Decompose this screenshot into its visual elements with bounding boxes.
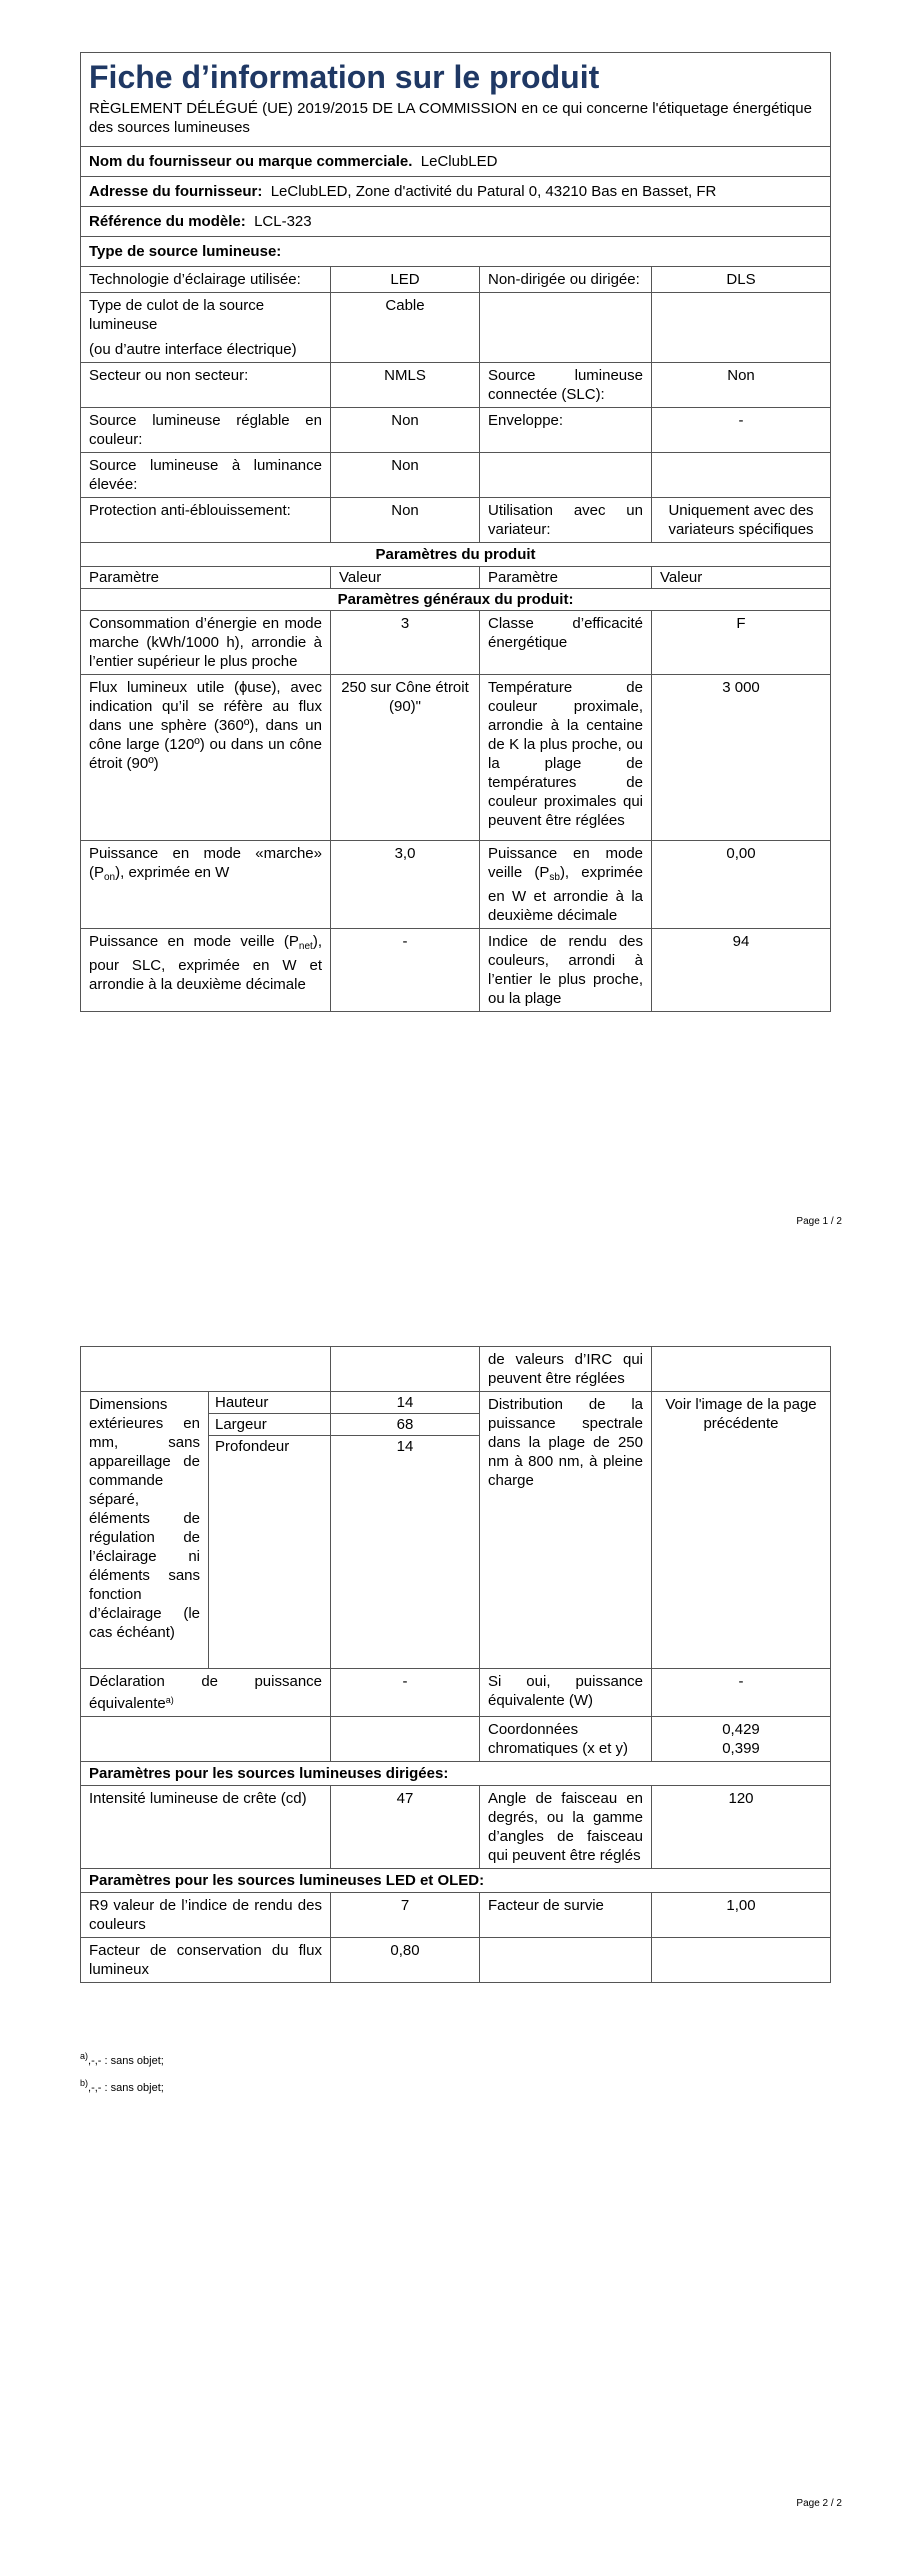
connected-value: Non [652,363,831,408]
product-info-table-continued [80,1346,831,1983]
dimmer-label: Utilisation avec un variateur: [480,498,652,543]
header-row [81,53,831,147]
directional-label: Non-dirigée ou dirigée: [480,267,652,293]
page-1-footer: Page 1 / 2 [796,1216,842,1227]
empty-cell [81,1347,331,1392]
params-columns-row [81,567,831,589]
regulation-text: RÈGLEMENT DÉLÉGUÉ (UE) 2019/2015 DE LA COMMISSION en ce qui concerne l'étiquetage énergétique des sources lumineuses [89,100,812,136]
psb-label-text: ), exprimée en W et arrondie à la deuxième décimale [488,864,643,924]
address-value: LeClubLED, Zone d'activité du Patural 0, 43210 Bas en Basset, FR [270,183,717,200]
led-heading-row [81,1869,831,1893]
mains-row [81,363,831,408]
empty-cell [652,453,831,498]
supplier-label: Nom du fournisseur ou marque commerciale. [89,153,413,170]
equiv-w-value: - [652,1669,831,1717]
model-row [81,207,831,237]
width-value: 68 [331,1414,480,1436]
luminance-value: Non [331,453,480,498]
cri-continued-row [81,1347,831,1392]
chroma-label: Coordonnées chromatiques (x et y) [480,1717,652,1762]
cct-label: Température de couleur proximale, arrondie à la centaine de K la plus proche, ou la plage de températures de couleur proximales qui peuvent être réglées [480,675,652,841]
empty-cell [81,1717,331,1762]
footnote-a-mark: a) [80,2051,89,2061]
pon-label-text: ), exprimée en W [115,864,230,881]
pon-label [81,841,331,929]
equiv-label [81,1669,331,1717]
empty-cell [331,1717,480,1762]
peak-row [81,1786,831,1869]
height-label: Hauteur [209,1392,331,1414]
maintenance-value: 0,80 [331,1938,480,1983]
equiv-value: - [331,1669,480,1717]
general-heading: Paramètres généraux du produit: [81,589,831,611]
col-param-header: Paramètre [81,567,331,589]
params-heading: Paramètres du produit [81,543,831,567]
colour-row [81,408,831,453]
empty-cell [331,1347,480,1392]
psb-label-text: Puissance en mode veille (P [488,845,643,881]
page-title [81,53,831,147]
dimensions-label: Dimensions extérieures en mm, sans appareillage de commande séparé, éléments de régulation de l’éclairage ni éléments sans fonction d’éclairage (le cas échéant) [81,1392,209,1669]
general-heading-row [81,589,831,611]
r9-label: R9 valeur de l’indice de rendu des couleurs [81,1893,331,1938]
tech-row [81,267,831,293]
dimmer-value: Uniquement avec des variateurs spécifiques [652,498,831,543]
col-param-header: Paramètre [480,567,652,589]
equiv-w-label: Si oui, puissance équivalente (W) [480,1669,652,1717]
params-heading-row [81,543,831,567]
r9-row [81,1893,831,1938]
footnote-b [80,2072,164,2099]
cct-value: 3 000 [652,675,831,841]
directional-heading: Paramètres pour les sources lumineuses dirigées: [81,1762,831,1786]
spectral-value: Voir l'image de la page précédente [652,1392,831,1669]
led-heading: Paramètres pour les sources lumineuses LED et OLED: [81,1869,831,1893]
chroma-value [652,1717,831,1762]
cap-label: Type de culot de la source lumineuse [89,297,265,333]
energy-row [81,611,831,675]
glare-value: Non [331,498,480,543]
luminance-row [81,453,831,498]
r9-value: 7 [331,1893,480,1938]
empty-cell [480,293,652,363]
maintenance-label: Facteur de conservation du flux lumineux [81,1938,331,1983]
peak-intensity-label: Intensité lumineuse de crête (cd) [81,1786,331,1869]
supplier-value: LeClubLED [420,153,498,170]
footnotes [80,2045,164,2099]
depth-label: Profondeur [209,1436,331,1669]
maintenance-row [81,1938,831,1983]
empty-cell [652,1938,831,1983]
pon-label-text: Puissance en mode «marche» (P [89,845,322,881]
mains-value: NMLS [331,363,480,408]
empty-cell [652,1347,831,1392]
peak-intensity-value: 47 [331,1786,480,1869]
cap-label-2: (ou d’autre interface électrique) [89,341,297,358]
equiv-row [81,1669,831,1717]
cri-label: Indice de rendu des couleurs, arrondi à l’entier le plus proche, ou la plage [480,929,652,1012]
height-row [81,1392,831,1414]
spectral-label: Distribution de la puissance spectrale dans la plage de 250 nm à 800 nm, à pleine charge [480,1392,652,1669]
flux-row [81,675,831,841]
luminance-label: Source lumineuse à luminance élevée: [81,453,331,498]
model-label: Référence du modèle: [89,213,246,230]
pnet-label [81,929,331,1012]
pon-value: 3,0 [331,841,480,929]
product-info-table [80,52,831,1012]
cap-row [81,293,831,363]
flux-value: 250 sur Cône étroit (90)" [331,675,480,841]
col-value-header: Valeur [331,567,480,589]
pnet-label-text: ), pour SLC, exprimée en W et arrondie à la deuxième décimale [89,933,322,993]
empty-cell [652,293,831,363]
page-2-footer: Page 2 / 2 [796,2498,842,2509]
equiv-footnote-mark: a) [165,1695,174,1705]
address-row [81,177,831,207]
chroma-row [81,1717,831,1762]
page-2 [0,1280,906,2560]
pnet-label-text: Puissance en mode veille (P [89,933,299,950]
empty-cell [480,453,652,498]
energy-label: Consommation d’énergie en mode marche (kWh/1000 h), arrondie à l’entier supérieur le plus proche [81,611,331,675]
psb-subscript: sb [549,872,560,883]
class-value: F [652,611,831,675]
directional-heading-row [81,1762,831,1786]
title-text: Fiche d’information sur le produit [89,59,600,95]
beam-angle-label: Angle de faisceau en degrés, ou la gamme d’angles de faisceau qui peuvent être réglés [480,1786,652,1869]
mains-label: Secteur ou non secteur: [81,363,331,408]
source-type-heading: Type de source lumineuse: [81,237,831,267]
psb-value: 0,00 [652,841,831,929]
flux-label: Flux lumineux utile (ɸuse), avec indication qu’il se réfère au flux dans une sphère (360º), dans un cône large (120º) ou dans un cône étroit (90º) [81,675,331,841]
model-value: LCL-323 [254,213,312,230]
energy-value: 3 [331,611,480,675]
tech-label: Technologie d’éclairage utilisée: [81,267,331,293]
colour-label: Source lumineuse réglable en couleur: [81,408,331,453]
psb-label [480,841,652,929]
directional-value: DLS [652,267,831,293]
survival-label: Facteur de survie [480,1893,652,1938]
pnet-subscript: net [298,941,313,952]
cri-label-continued: de valeurs d’IRC qui peuvent être réglées [480,1347,652,1392]
depth-value: 14 [331,1436,480,1669]
beam-angle-value: 120 [652,1786,831,1869]
cri-value: 94 [652,929,831,1012]
footnote-a-text: ,-,- : sans objet; [88,2055,164,2067]
envelope-label: Enveloppe: [480,408,652,453]
address-label: Adresse du fournisseur: [89,183,263,200]
pon-subscript: on [104,872,116,883]
connected-label: Source lumineuse connectée (SLC): [480,363,652,408]
col-value-header: Valeur [652,567,831,589]
footnote-b-mark: b) [80,2078,89,2088]
equiv-label-text: Déclaration de puissance équivalente [89,1673,322,1712]
cap-value: Cable [331,293,480,363]
footnote-a [80,2045,164,2072]
source-type-heading-row [81,237,831,267]
pnet-row [81,929,831,1012]
width-label: Largeur [209,1414,331,1436]
height-value: 14 [331,1392,480,1414]
chroma-y: 0,399 [722,1740,760,1757]
pon-row [81,841,831,929]
tech-value: LED [331,267,480,293]
class-label: Classe d’efficacité énergétique [480,611,652,675]
empty-cell [480,1938,652,1983]
glare-row [81,498,831,543]
envelope-value: - [652,408,831,453]
chroma-x: 0,429 [722,1721,760,1738]
glare-label: Protection anti-éblouissement: [81,498,331,543]
footnote-b-text: ,-,- : sans objet; [88,2082,164,2094]
colour-value: Non [331,408,480,453]
supplier-row [81,147,831,177]
survival-value: 1,00 [652,1893,831,1938]
pnet-value: - [331,929,480,1012]
